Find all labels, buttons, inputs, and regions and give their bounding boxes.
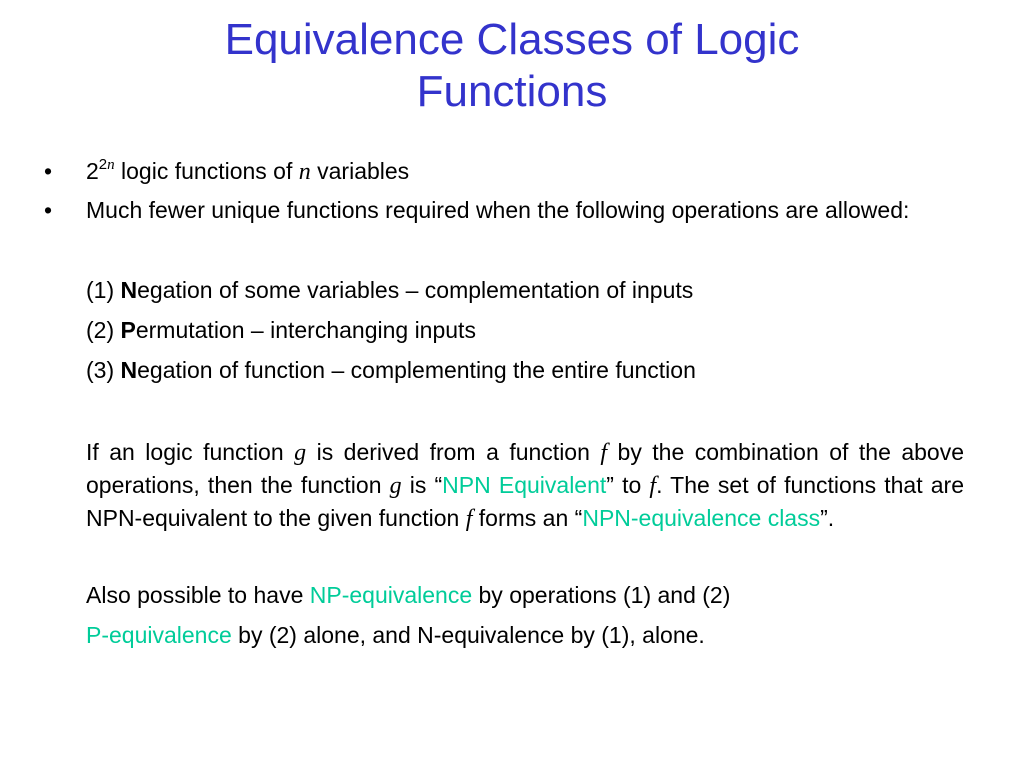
def-text: If an logic function [86, 439, 295, 465]
variable-g: g [389, 473, 402, 499]
operation-text: egation of function – complementing the entire function [137, 357, 696, 383]
operation-text: ermutation – interchanging inputs [135, 317, 476, 343]
np-equivalence-line [86, 579, 964, 611]
p-equivalence-term: P-equivalence [86, 622, 232, 648]
def-text: is derived from a function [306, 439, 601, 465]
title-line-1: Equivalence Classes of Logic [224, 15, 800, 64]
def-text: ” to [606, 472, 650, 498]
def-text: . The set of functions that are NPN-equivalent to the given function [86, 472, 964, 531]
slide-body [44, 155, 964, 651]
exponent-base: 2 [98, 156, 108, 173]
operation-item-3 [86, 354, 964, 386]
bullet-item-function-count [44, 155, 964, 188]
bullet-text: logic functions of [114, 158, 299, 184]
bullet-marker: • [44, 158, 53, 184]
operation-number: (2) [86, 317, 121, 343]
def-text: ”. [820, 505, 835, 531]
p-equivalence-line [86, 619, 964, 651]
variable-g: g [294, 440, 307, 466]
def-text: forms an “ [472, 505, 583, 531]
power-base: 2 [86, 158, 99, 184]
operation-initial: P [120, 317, 136, 343]
operation-item-2 [86, 314, 964, 346]
operation-number: (3) [86, 357, 121, 383]
operations-list [86, 274, 964, 386]
def-text: is “ [401, 472, 443, 498]
def-text: by the combination of the above operations, then the function [86, 439, 964, 498]
operation-number: (1) [86, 277, 121, 303]
operation-initial: N [120, 357, 138, 383]
line-text: by operations (1) and (2) [472, 582, 731, 608]
variable-f: f [465, 506, 473, 532]
bullet-text: Much fewer unique functions required when the following operations are allowed: [86, 197, 910, 223]
operation-item-1 [86, 274, 964, 306]
npn-definition-paragraph [86, 436, 964, 535]
npn-equivalence-class-term: NPN-equivalence class [582, 505, 821, 531]
bullet-item-operations-intro [44, 194, 964, 226]
npn-equivalent-term: NPN Equivalent [442, 472, 607, 498]
np-equivalence-term: NP-equivalence [309, 582, 473, 608]
line-text: by (2) alone, and N-equivalence by (1), alone. [231, 622, 705, 648]
power-exponent [99, 156, 115, 173]
title-line-2: Functions [416, 67, 608, 116]
line-text: Also possible to have [86, 582, 310, 608]
operation-initial: N [120, 277, 138, 303]
variable-n: n [298, 159, 311, 185]
bullet-marker: • [44, 197, 53, 223]
operation-text: egation of some variables – complementation of inputs [137, 277, 694, 303]
variable-f: f [600, 440, 608, 466]
exponent-variable: n [107, 157, 115, 173]
bullet-text: variables [310, 158, 410, 184]
variable-f: f [649, 473, 657, 499]
slide-title [0, 14, 1024, 118]
